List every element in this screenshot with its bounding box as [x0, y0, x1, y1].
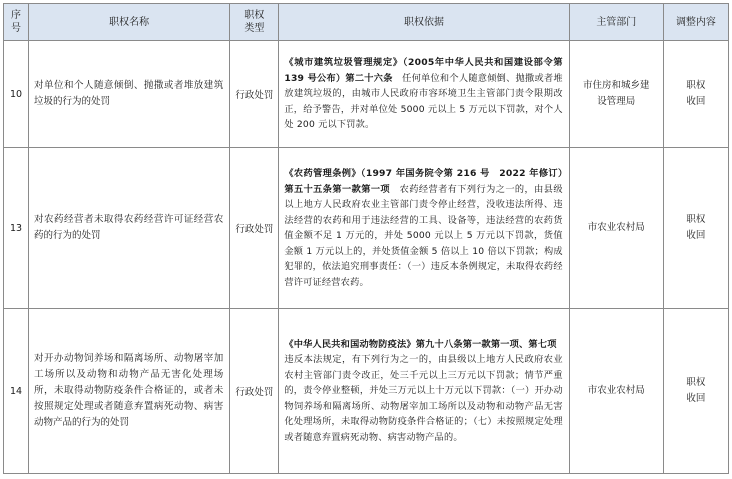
- table-row: [4, 41, 729, 148]
- header-seq: 序号: [4, 4, 29, 41]
- row-basis-citation: 《城市建筑垃圾管理规定》（2005年中华人民共和国建设部令第 139 号公布）第二十六条: [284, 57, 563, 84]
- row-seq: 10: [4, 41, 29, 148]
- row-category: 行政处罚: [230, 41, 279, 148]
- row-name: 对开办动物饲养场和隔离场所、动物屠宰加工场所以及动物和动物产品无害化处理场所，未取得动物防疫条件合格证的，或者未按照规定处理或者随意弃置病死动物、病害动物产品的行为的处罚: [29, 309, 230, 474]
- row-basis-text: 任何单位和个人随意倾倒、抛撒或者堆放建筑垃圾的，由城市人民政府市容环境卫生主管部门责令限期改正，给予警告，并对单位处 5000 元以上 5 万元以下罚款，对个人处 200 元以下罚款。: [284, 72, 563, 131]
- row-department: 市农业农村局: [569, 309, 663, 474]
- row-name: 对单位和个人随意倾倒、抛撒或者堆放建筑垃圾的行为的处罚: [29, 41, 230, 148]
- row-adjustment: 职权收回: [663, 309, 728, 474]
- row-basis: [279, 309, 569, 474]
- row-basis-text: 违反本法规定，有下列行为之一的，由县级以上地方人民政府农业农村主管部门责令改正，处三千元以上三万元以下罚款；情节严重的，责令停业整顿，并处三万元以上十万元以下罚款：（一）开办动物饲养场和隔离场所、动物屠宰加工场所以及动物和动物产品无害化处理场所，未取得动物防疫条件合格证的；（七）未按照规定处理或者随意弃置病死动物、病害动物产品的。: [284, 338, 566, 443]
- row-name: 对农药经营者未取得农药经营许可证经营农药的行为的处罚: [29, 148, 230, 309]
- header-name: 职权名称: [29, 4, 230, 41]
- row-seq: 14: [4, 309, 29, 474]
- row-department: 市住房和城乡建设管理局: [569, 41, 663, 148]
- row-basis: [279, 41, 569, 148]
- row-adjustment: 职权收回: [663, 148, 728, 309]
- row-basis: [279, 148, 569, 309]
- row-adjustment: 职权收回: [663, 41, 728, 148]
- row-seq: 13: [4, 148, 29, 309]
- row-category: 行政处罚: [230, 148, 279, 309]
- row-basis-text: 农药经营者有下列行为之一的，由县级以上地方人民政府农业主管部门责令停止经营，没收违法所得、违法经营的农药和用于违法经营的工具、设备等，违法经营的农药货值金额不足 1 万元的，并处 5000 元以上 5 万元以下罚款，货值金额 1 万元以上的，并处货值金额 5 倍以上 10 倍以下罚款；构成犯罪的，依法追究刑事责任：（一）违反本条例规定，未取得农药经营许可证经营农药。: [284, 183, 563, 288]
- row-department: 市农业农村局: [569, 148, 663, 309]
- header-basis: 职权依据: [279, 4, 569, 41]
- table-row: [4, 309, 729, 474]
- header-category: 职权类型: [230, 4, 279, 41]
- row-basis-citation: 《中华人民共和国动物防疫法》第九十八条第一款第一项、第七项: [284, 338, 557, 350]
- header-department: 主管部门: [569, 4, 663, 41]
- authority-table: [3, 3, 729, 474]
- table-row: [4, 148, 729, 309]
- header-adjustment: 调整内容: [663, 4, 728, 41]
- row-category: 行政处罚: [230, 309, 279, 474]
- row-basis-citation: 《农药管理条例》（1997 年国务院令第 216 号 2022 年修订）第五十五条第一款第一项: [284, 168, 563, 195]
- table-header-row: [4, 4, 729, 41]
